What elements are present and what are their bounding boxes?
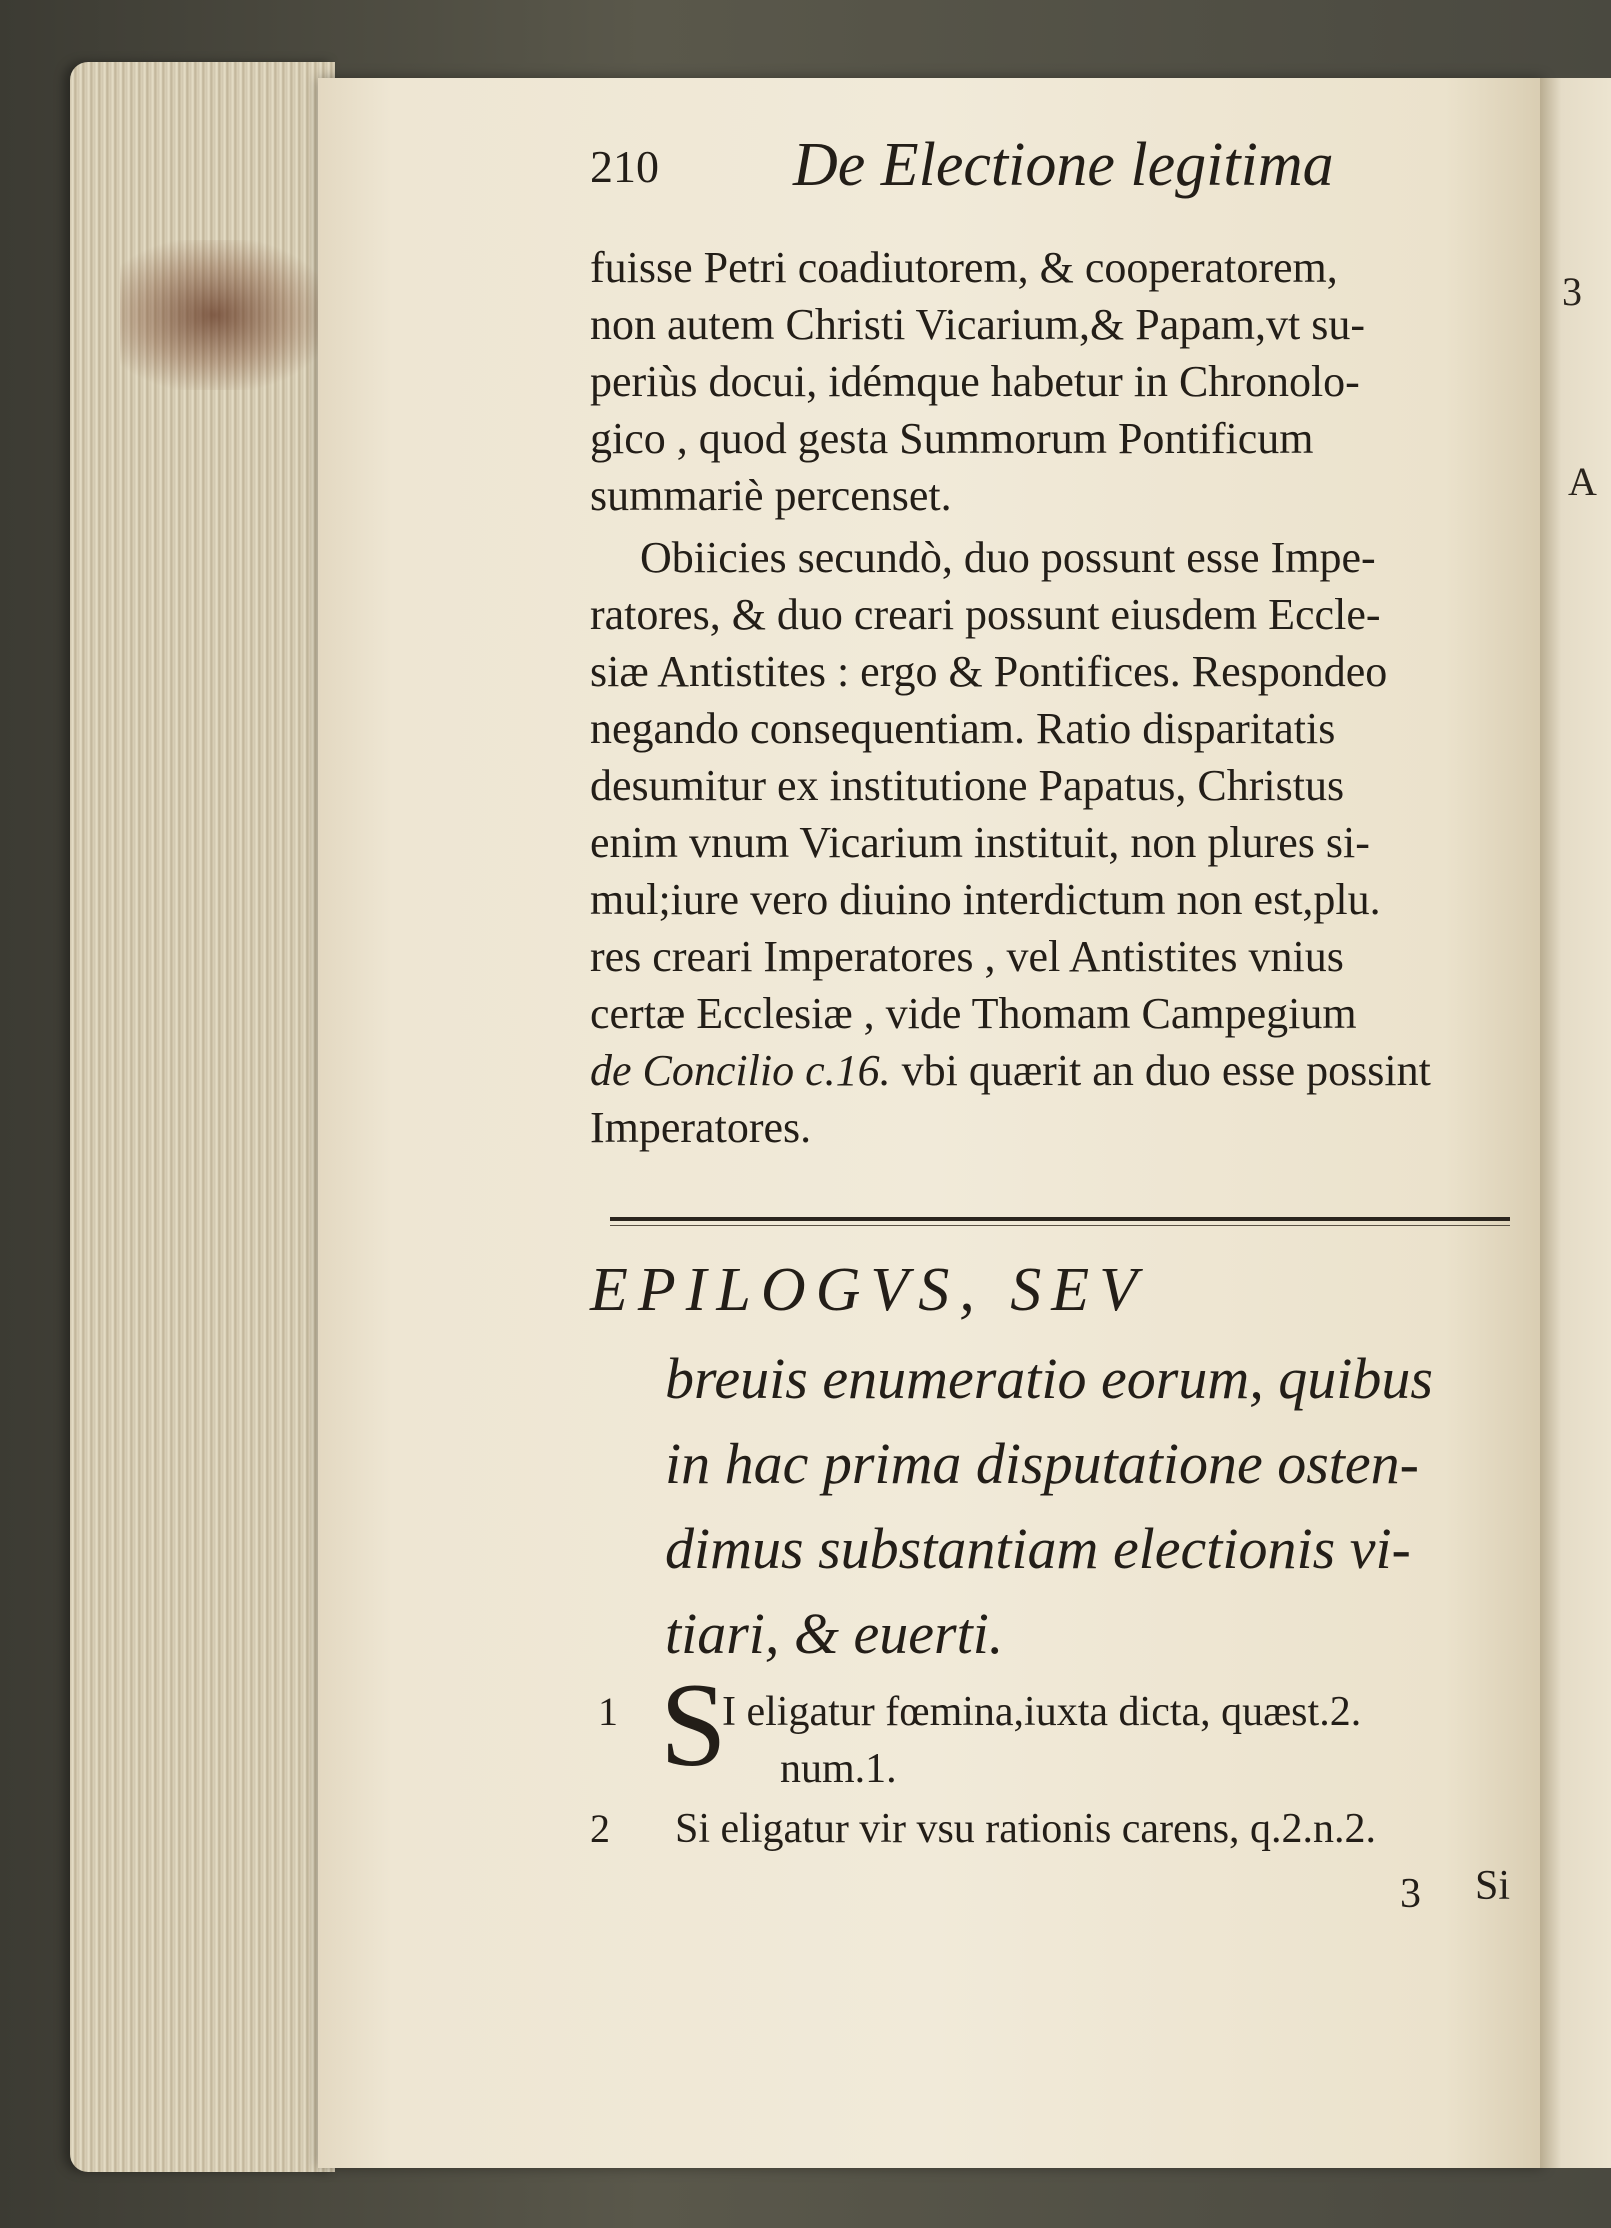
body-line: periùs docui, idémque habetur in Chronolo- [590,357,1360,406]
body-line: enim vnum Vicarium instituit, non plures si- [590,818,1370,867]
item-text: I eligatur fœmina,iuxta dicta, quæst.2. [722,1689,1362,1735]
drop-initial: S [660,1658,727,1791]
body-line: desumitur ex institutione Papatus, Christus [590,761,1345,810]
catchword: Si [1475,1863,1511,1909]
epilogue-line: in hac prima disputatione osten- [665,1431,1419,1496]
body-line: fuisse Petri coadiutorem, & cooperatorem, [590,243,1338,292]
body-line: gico , quod gesta Summorum Pontificum [590,414,1314,463]
facing-page-glyph: A [1568,459,1597,504]
epilogue-heading: EPILOGVS, SEV [590,1256,1148,1324]
epilogue-line: tiari, & euerti. [665,1601,1004,1666]
catchword-number: 3 [1400,1871,1421,1917]
section-rule-thin [610,1225,1510,1226]
section-rule [610,1217,1510,1221]
body-line: non autem Christi Vicarium,& Papam,vt su- [590,300,1366,349]
page-number: 210 [590,141,659,192]
body-line: Obiicies secundò, duo possunt esse Impe- [640,533,1376,582]
body-line: certæ Ecclesiæ , vide Thomam Campegium [590,989,1357,1038]
item-text-continued: num.1. [780,1746,897,1792]
body-line: res creari Imperatores , vel Antistites vnius [590,932,1344,981]
facing-page-glyph: 3 [1562,269,1582,314]
epilogue-line: breuis enumeratio eorum, quibus [665,1346,1433,1411]
body-line: siæ Antistites : ergo & Pontifices. Respondeo [590,647,1388,696]
body-line: summariè percenset. [590,471,952,520]
facing-page-edge [1540,78,1611,2168]
epilogue-line: dimus substantiam electionis vi- [665,1516,1411,1581]
body-line: mul;iure vero diuino interdictum non est,plu. [590,875,1381,924]
body-line: Imperatores. [590,1103,812,1152]
item-number: 2 [590,1806,610,1851]
body-line: ratores, & duo creari possunt eiusdem Eccle- [590,590,1381,639]
item-number: 1 [598,1689,618,1734]
body-line: negando consequentiam. Ratio disparitatis [590,704,1336,753]
italic-reference: de Concilio c.16. [590,1046,891,1095]
body-line: de Concilio c.16. vbi quærit an duo esse possint [590,1046,1431,1095]
item-text: Si eligatur vir vsu rationis carens, q.2.n.2. [675,1806,1377,1852]
running-title: De Electione legitima [793,131,1334,199]
ink-stain [120,240,330,390]
